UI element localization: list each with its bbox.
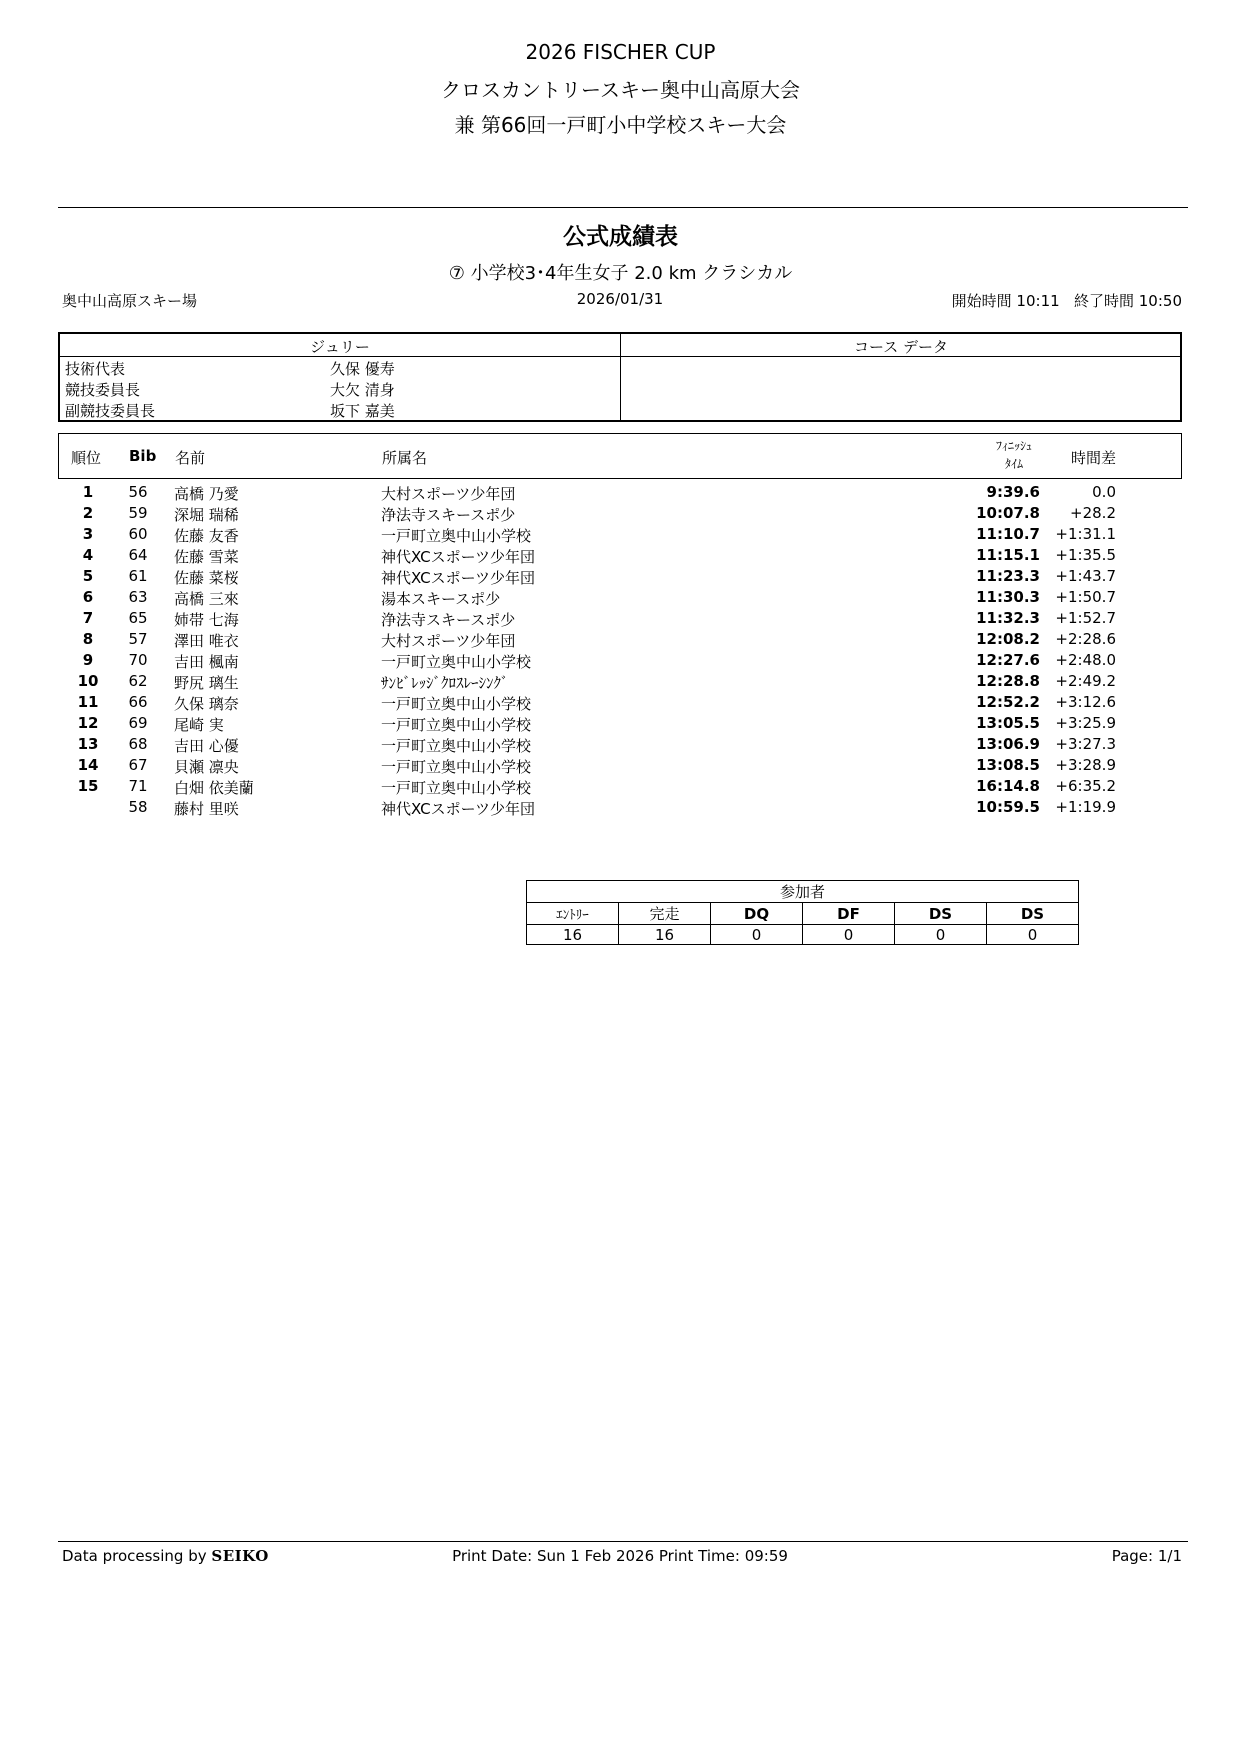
finish-time: 11:23.3 [976,567,1040,585]
rank: 6 [82,588,94,606]
end-label: 終了時間 [1073,292,1134,310]
finish-time: 13:08.5 [976,756,1040,774]
table-row [58,670,1182,691]
club: 大村スポーツ少年団 [381,485,516,503]
club: 一戸町立奥中山小学校 [381,758,532,776]
finish-time: 10:07.8 [976,504,1040,522]
club: 一戸町立奥中山小学校 [381,695,532,713]
jury-member [65,379,615,401]
club: 浄法寺スキースポ少 [381,611,516,629]
dq-count: 0 [711,925,803,945]
jury-name: 坂下 嘉美 [330,402,395,420]
start-label: 開始時間 [951,292,1012,310]
header-divider [58,207,1188,208]
bib: 61 [128,567,148,585]
finish-time: 11:10.7 [976,525,1040,543]
athlete-name: 高橋 乃愛 [174,485,239,503]
rank: 13 [77,735,99,753]
rank: 12 [77,714,99,732]
print-info: Print Date: Sun 1 Feb 2026 Print Time: 09:59 [452,1547,788,1565]
table-row [58,523,1182,544]
athlete-name: 白畑 依美蘭 [174,779,254,797]
jury-role: 副競技委員長 [65,402,156,420]
page-number: Page: 1/1 [1111,1547,1182,1565]
table-row [58,733,1182,754]
athlete-name: 佐藤 友香 [174,527,239,545]
col-finish-time [974,437,1054,473]
rank: 3 [82,525,94,543]
col-finish-line1: ﾌｨﾆｯｼｭ [995,439,1032,453]
time-diff: +2:28.6 [1055,630,1116,648]
ds-count: 0 [895,925,987,945]
athlete-name: 野尻 璃生 [174,674,239,692]
page-title: 公式成績表 [563,224,678,250]
athlete-name: 尾崎 実 [174,716,224,734]
event-title-line3: 兼 第66回一戸町小中学校スキー大会 [454,113,787,137]
rank: 10 [77,672,99,690]
results-table [58,481,1182,817]
athlete-name: 深堀 瑞稀 [174,506,239,524]
table-row [58,481,1182,502]
finish-time: 16:14.8 [976,777,1040,795]
event-title-line2: クロスカントリースキー奥中山高原大会 [441,78,800,102]
table-row [58,544,1182,565]
finish-time: 13:06.9 [976,735,1040,753]
entry-count: 16 [527,925,619,945]
df-header: DF [803,903,895,925]
table-row [58,712,1182,733]
finish-time: 12:28.8 [976,672,1040,690]
bib: 71 [128,777,148,795]
jury-name: 久保 優寿 [330,360,395,378]
finish-time: 9:39.6 [986,483,1040,501]
rank: 5 [82,567,94,585]
time-diff: +3:27.3 [1055,735,1116,753]
race-date: 2026/01/31 [576,290,664,308]
club: 神代XCスポーツ少年団 [381,548,536,566]
rank: 15 [77,777,99,795]
table-row [58,565,1182,586]
table-row [58,502,1182,523]
race-times [880,290,1182,311]
footer-divider [58,1541,1188,1542]
rank: 7 [82,609,94,627]
club: 一戸町立奥中山小学校 [381,653,532,671]
course-data-title: コース データ [853,338,949,356]
table-row [58,586,1182,607]
col-rank: 順位 [71,449,102,467]
time-diff: +6:35.2 [1055,777,1116,795]
col-bib: Bib [129,447,157,465]
time-diff: +2:49.2 [1055,672,1116,690]
time-diff: 0.0 [1092,483,1116,501]
time-diff: +2:48.0 [1055,651,1116,669]
bib: 59 [128,504,148,522]
bib: 69 [128,714,148,732]
table-row [58,754,1182,775]
time-diff: +1:52.7 [1055,609,1116,627]
athlete-name: 久保 璃奈 [174,695,239,713]
rank: 4 [82,546,94,564]
finish-time: 11:15.1 [976,546,1040,564]
time-diff: +1:31.1 [1055,525,1116,543]
rank: 8 [82,630,94,648]
athlete-name: 佐藤 菜桜 [174,569,239,587]
finished-count: 16 [619,925,711,945]
club: 一戸町立奥中山小学校 [381,737,532,755]
jury-role: 技術代表 [65,360,126,378]
bib: 66 [128,693,148,711]
club: ｻﾝﾋﾞﾚｯｼﾞｸﾛｽﾚｰｼﾝｸﾞ [381,674,509,692]
jury-title: ジュリー [310,338,370,356]
jury-member [65,358,615,380]
athlete-name: 高橋 三來 [174,590,239,608]
bib: 64 [128,546,148,564]
table-row [58,796,1182,817]
time-diff: +1:35.5 [1055,546,1116,564]
finish-time: 11:32.3 [976,609,1040,627]
time-diff: +1:19.9 [1055,798,1116,816]
club: 浄法寺スキースポ少 [381,506,516,524]
processing-label: Data processing by [62,1547,207,1565]
table-row [58,775,1182,796]
jury-role: 競技委員長 [65,381,141,399]
participants-title: 参加者 [527,881,1079,903]
club: 湯本スキースポ少 [381,590,501,608]
ds-header-2: DS [987,903,1079,925]
results-header [58,433,1182,479]
rank: 9 [82,651,94,669]
table-row [58,649,1182,670]
athlete-name: 吉田 楓南 [174,653,239,671]
rank: 2 [82,504,94,522]
club: 神代XCスポーツ少年団 [381,800,536,818]
jury-box [58,332,1182,422]
ds-count-2: 0 [987,925,1079,945]
df-count: 0 [803,925,895,945]
table-row [58,691,1182,712]
data-processing [62,1547,269,1565]
table-row [58,628,1182,649]
bib: 63 [128,588,148,606]
time-diff: +3:12.6 [1055,693,1116,711]
finish-time: 12:27.6 [976,651,1040,669]
athlete-name: 姉帯 七海 [174,611,239,629]
bib: 58 [128,798,148,816]
bib: 68 [128,735,148,753]
table-row [58,607,1182,628]
entry-header: ｴﾝﾄﾘｰ [527,903,619,925]
athlete-name: 澤田 唯衣 [174,632,239,650]
finish-time: 12:08.2 [976,630,1040,648]
col-club: 所属名 [382,449,428,467]
event-title-line1: 2026 FISCHER CUP [525,40,716,64]
time-diff: +28.2 [1070,504,1116,522]
club: 一戸町立奥中山小学校 [381,527,532,545]
time-diff: +3:28.9 [1055,756,1116,774]
venue: 奥中山高原スキー場 [62,292,198,310]
bib: 70 [128,651,148,669]
club: 一戸町立奥中山小学校 [381,716,532,734]
bib: 56 [128,483,148,501]
dq-header: DQ [711,903,803,925]
bib: 67 [128,756,148,774]
rank: 14 [77,756,99,774]
time-diff: +3:25.9 [1055,714,1116,732]
athlete-name: 貝瀬 凛央 [174,758,239,776]
club: 一戸町立奥中山小学校 [381,779,532,797]
finish-time: 13:05.5 [976,714,1040,732]
finished-header: 完走 [619,903,711,925]
club: 神代XCスポーツ少年団 [381,569,536,587]
club: 大村スポーツ少年団 [381,632,516,650]
rank: 1 [82,483,94,501]
bib: 62 [128,672,148,690]
ds-header: DS [895,903,987,925]
athlete-name: 藤村 里咲 [174,800,239,818]
start-time: 10:11 [1016,292,1060,310]
jury-member [65,400,615,422]
time-diff: +1:50.7 [1055,588,1116,606]
race-name: ⑦ 小学校3･4年生女子 2.0 km クラシカル [448,263,793,284]
seiko-logo: SEIKO [211,1547,269,1565]
end-time: 10:50 [1138,292,1182,310]
rank: 11 [77,693,99,711]
participants-table [526,880,1079,945]
time-diff: +1:43.7 [1055,567,1116,585]
jury-name: 大欠 清身 [330,381,395,399]
finish-time: 11:30.3 [976,588,1040,606]
finish-time: 12:52.2 [976,693,1040,711]
col-finish-line2: ﾀｲﾑ [1004,457,1023,471]
athlete-name: 佐藤 雪菜 [174,548,239,566]
bib: 65 [128,609,148,627]
bib: 57 [128,630,148,648]
finish-time: 10:59.5 [976,798,1040,816]
col-name: 名前 [175,449,206,467]
col-diff: 時間差 [1071,449,1117,467]
bib: 60 [128,525,148,543]
athlete-name: 吉田 心優 [174,737,239,755]
